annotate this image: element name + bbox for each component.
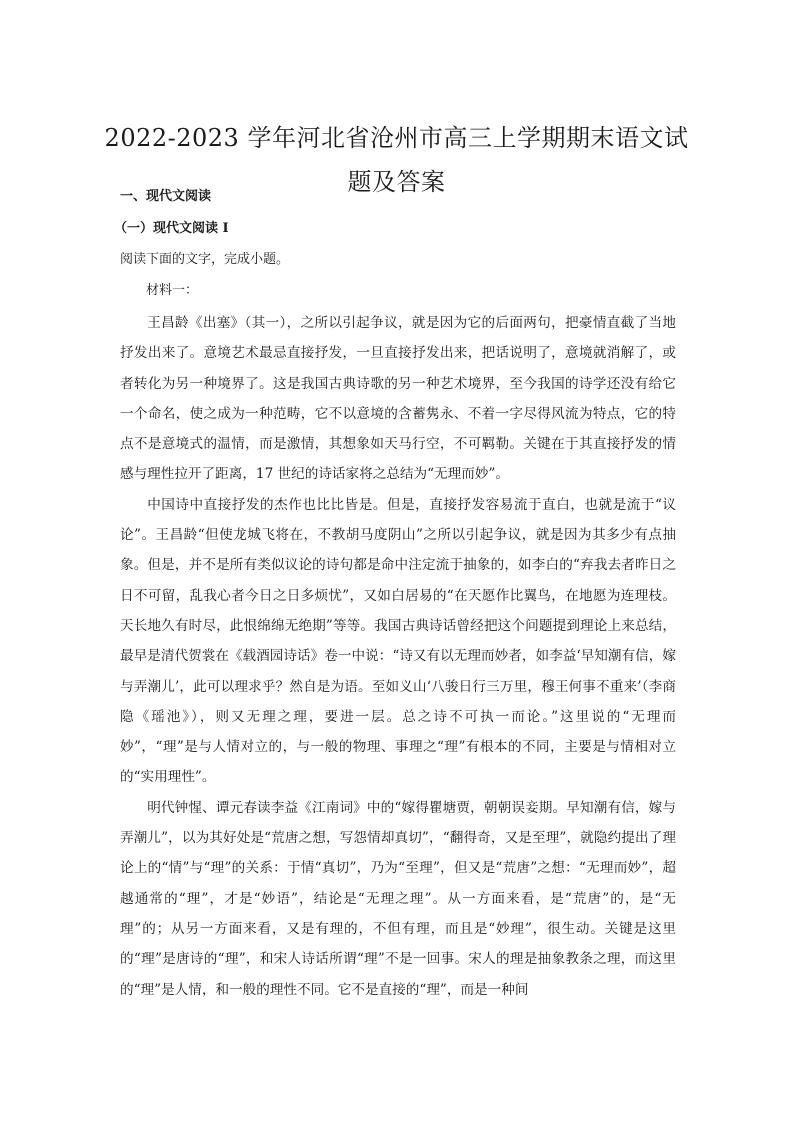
paragraph: 王昌龄《出塞》（其一），之所以引起争议，就是因为它的后面两句，把豪情直截了当地抒发出来了。意境艺术最忌直接抒发，一旦直接抒发出来，把话说明了，意境就消解了，或者转化为另一种境界了。这是我国古典诗歌的另一种艺术境界，至今我国的诗学还没有给它一个命名，使之成为一种范畴，它不以意境的含蓄隽永、不着一字尽得风流为特点，它的特点不是意境式的温情，而是激情，其想象如天马行空，不可羁勒。关键在于其直接抒发的情感与理性拉开了距离，17 世纪的诗话家将之总结为“无理而妙”。 [120,315,676,483]
section-heading: 一、现代文阅读 [120,189,212,204]
paragraph: 中国诗中直接抒发的杰作也比比皆是。但是，直接抒发容易流于直白，也就是流于“议论”。王昌龄“但使龙城飞将在，不教胡马度阴山”之所以引起争议，就是因为其多少有点抽象。但是，并不是所有类似议论的诗句都是命中注定流于抽象的，如李白的“弃我去者昨日之日不可留，乱我心者今日之日多烦忧”，又如白居易的“在天愿作比翼鸟，在地愿为连理枝。天长地久有时尽，此恨绵绵无绝期”等等。我国古典诗话曾经把这个问题提到理论上来总结，最早是清代贺裳在《载酒园诗话》卷一中说：“诗又有以无理而妙者，如李益‘早知潮有信，嫁与弄潮儿’，此可以理求乎？然自是为语。至如义山‘八骏日行三万里，穆王何事不重来’（李商隐《瑶池》），则又无理之理，要进一层。总之诗不可执一而论。”这里说的“无理而妙”，“理”是与人情对立的，与一般的物理、事理之“理”有根本的不同，主要是与情相对立的“实用理性”。 [120,496,676,786]
paragraph: 明代钟惺、谭元春读李益《江南词》中的“嫁得瞿塘贾，朝朝误妾期。早知潮有信，嫁与弄潮儿”，以为其好处是“荒唐之想，写怨情却真切”，“翻得奇，又是至理”，就隐约提出了理论上的“情”与“理”的关系：于情“真切”，乃为“至理”，但又是“荒唐”之想：“无理而妙”，超越通常的“理”，才是“妙语”，结论是“无理之理”。从一方面来看，是“荒唐”的，是“无理”的；从另一方面来看，又是有理的，不但有理，而且是“妙理”，很生动。关键是这里的“理”是唐诗的“理”，和宋人诗话所谓“理”不是一回事。宋人的理是抽象教条之理，而这里的“理”是人情，和一般的理性不同。它不是直接的“理”，而是一种间 [120,799,676,998]
instruction-text: 阅读下面的文字，完成小题。 [120,252,290,267]
passage-body [120,308,676,1005]
material-label: 材料一： [146,283,199,298]
document-title: 2022-2023 学年河北省沧州市高三上学期期末语文试题及答案 [104,124,689,197]
subsection-heading: （一）现代文阅读 I [114,221,229,236]
